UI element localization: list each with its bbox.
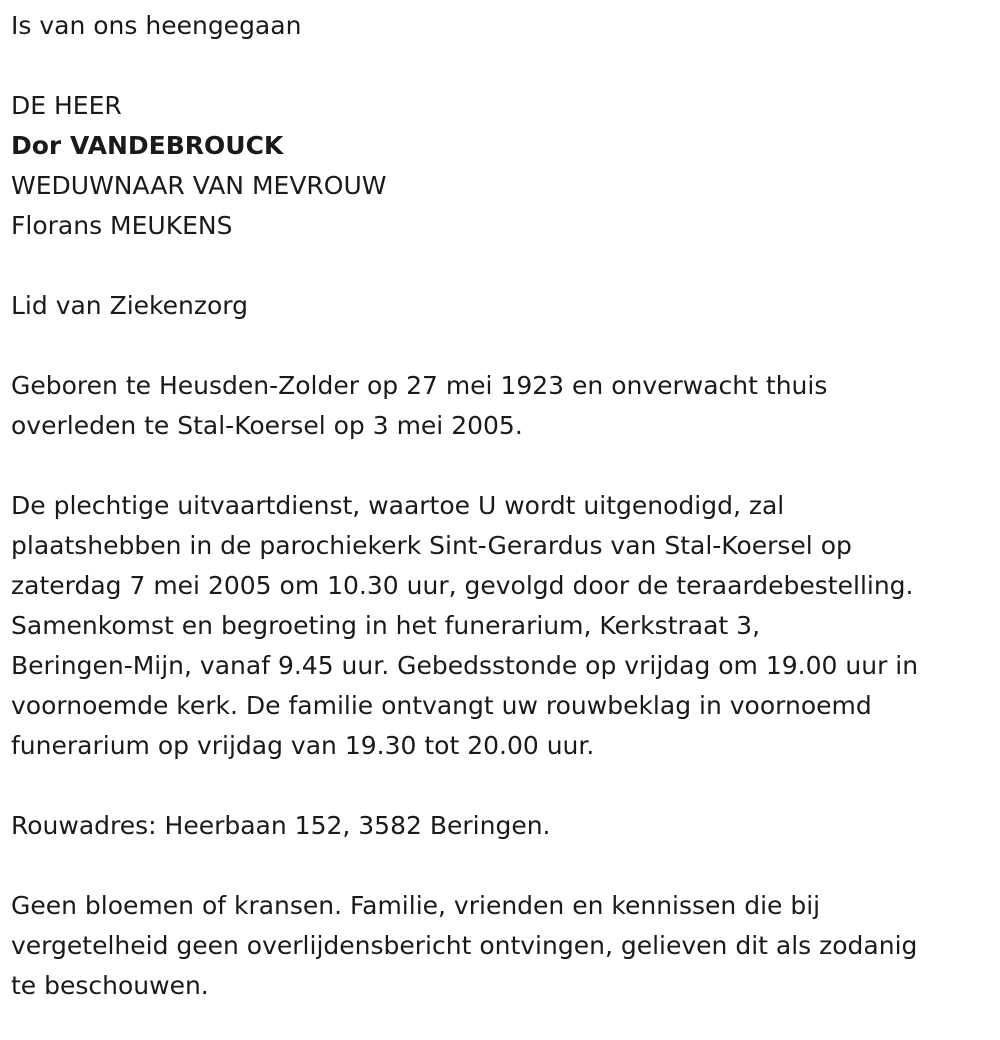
honorific-title: DE HEER (11, 91, 122, 120)
intro-text: Is van ons heengegaan (11, 11, 302, 40)
paragraph-line: funerarium op vrijdag van 19.30 tot 20.00 uur. (11, 731, 595, 760)
flowers-paragraph (11, 886, 986, 1006)
spacer (11, 46, 986, 86)
paragraph-line: De plechtige uitvaartdienst, waartoe U wordt uitgenodigd, zal (11, 491, 785, 520)
spacer (11, 326, 986, 366)
paragraph-line: voornoemde kerk. De familie ontvangt uw rouwbeklag in voornoemd (11, 691, 872, 720)
paragraph-line: te beschouwen. (11, 971, 209, 1000)
birth-death-paragraph (11, 366, 986, 446)
membership-text: Lid van Ziekenzorg (11, 291, 248, 320)
paragraph-line: Beringen-Mijn, vanaf 9.45 uur. Gebedsstonde op vrijdag om 19.00 uur in (11, 651, 919, 680)
obituary-notice (11, 6, 986, 1006)
paragraph-line: Geen bloemen of kransen. Familie, vrienden en kennissen die bij (11, 891, 821, 920)
mourning-address: Rouwadres: Heerbaan 152, 3582 Beringen. (11, 811, 551, 840)
service-paragraph (11, 486, 986, 766)
paragraph-line: plaatshebben in de parochiekerk Sint-Gerardus van Stal-Koersel op (11, 531, 852, 560)
paragraph-line: Geboren te Heusden-Zolder op 27 mei 1923 en onverwacht thuis (11, 371, 828, 400)
paragraph-line: vergetelheid geen overlijdensbericht ontvingen, gelieven dit als zodanig (11, 931, 918, 960)
deceased-name: Dor VANDEBROUCK (11, 131, 284, 160)
paragraph-line: zaterdag 7 mei 2005 om 10.30 uur, gevolgd door de teraardebestelling. (11, 571, 914, 600)
paragraph-line: overleden te Stal-Koersel op 3 mei 2005. (11, 411, 523, 440)
spacer (11, 846, 986, 886)
spacer (11, 446, 986, 486)
spacer (11, 246, 986, 286)
spacer (11, 766, 986, 806)
paragraph-line: Samenkomst en begroeting in het funerarium, Kerkstraat 3, (11, 611, 761, 640)
spouse-name: Florans MEUKENS (11, 211, 233, 240)
widower-label: WEDUWNAAR VAN MEVROUW (11, 171, 387, 200)
